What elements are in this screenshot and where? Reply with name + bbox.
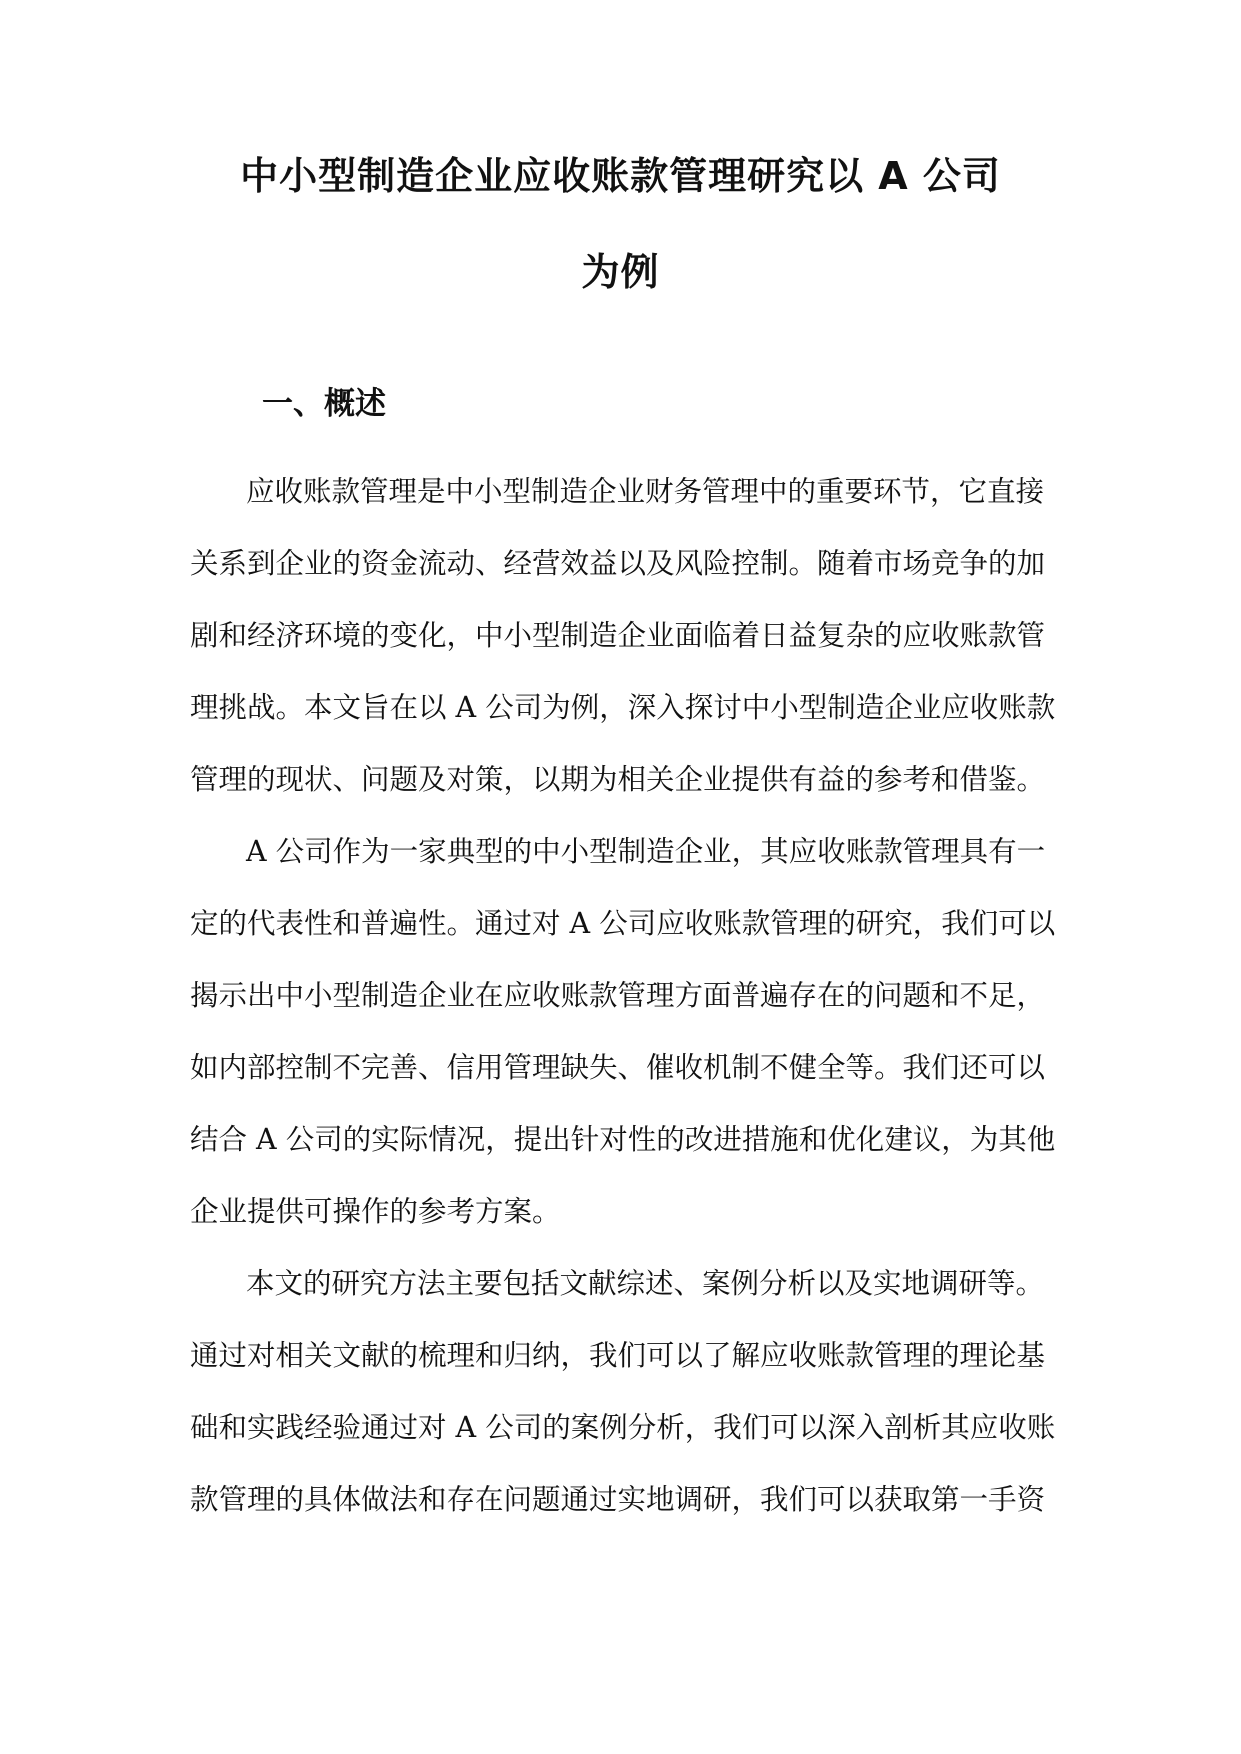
- paragraph-line: 剧和经济环境的变化，中小型制造企业面临着日益复杂的应收账款管: [190, 619, 1046, 652]
- paragraph-line: 如内部控制不完善、信用管理缺失、催收机制不健全等。我们还可以: [190, 1051, 1046, 1084]
- document-title-line-2: 为例: [581, 250, 660, 294]
- paragraph-line: 揭示出中小型制造企业在应收账款管理方面普遍存在的问题和不足，: [190, 979, 1046, 1012]
- paragraph-line: 管理的现状、问题及对策，以期为相关企业提供有益的参考和借鉴。: [190, 763, 1046, 796]
- paragraph-line: 结合 A 公司的实际情况，提出针对性的改进措施和优化建议，为其他: [190, 1123, 1056, 1156]
- paragraph-line: 定的代表性和普遍性。通过对 A 公司应收账款管理的研究，我们可以: [190, 907, 1056, 940]
- paragraph-line: 关系到企业的资金流动、经营效益以及风险控制。随着市场竞争的加: [190, 547, 1046, 580]
- paragraph-line: 企业提供可操作的参考方案。: [190, 1195, 561, 1228]
- paragraph-line: 应收账款管理是中小型制造企业财务管理中的重要环节，它直接: [246, 475, 1045, 508]
- document-title-line-1: 中小型制造企业应收账款管理研究以 A 公司: [240, 154, 1001, 198]
- paragraph-line: 通过对相关文献的梳理和归纳，我们可以了解应收账款管理的理论基: [190, 1339, 1046, 1372]
- section-heading: 一、概述: [262, 386, 386, 422]
- paragraph-line: 础和实践经验通过对 A 公司的案例分析，我们可以深入剖析其应收账: [190, 1411, 1056, 1444]
- paragraph-line: 本文的研究方法主要包括文献综述、案例分析以及实地调研等。: [246, 1267, 1045, 1300]
- paragraph-line: 理挑战。本文旨在以 A 公司为例，深入探讨中小型制造企业应收账款: [190, 691, 1056, 724]
- paragraph-line: 款管理的具体做法和存在问题通过实地调研，我们可以获取第一手资: [190, 1483, 1046, 1516]
- paragraph-line: A 公司作为一家典型的中小型制造企业，其应收账款管理具有一: [246, 835, 1046, 868]
